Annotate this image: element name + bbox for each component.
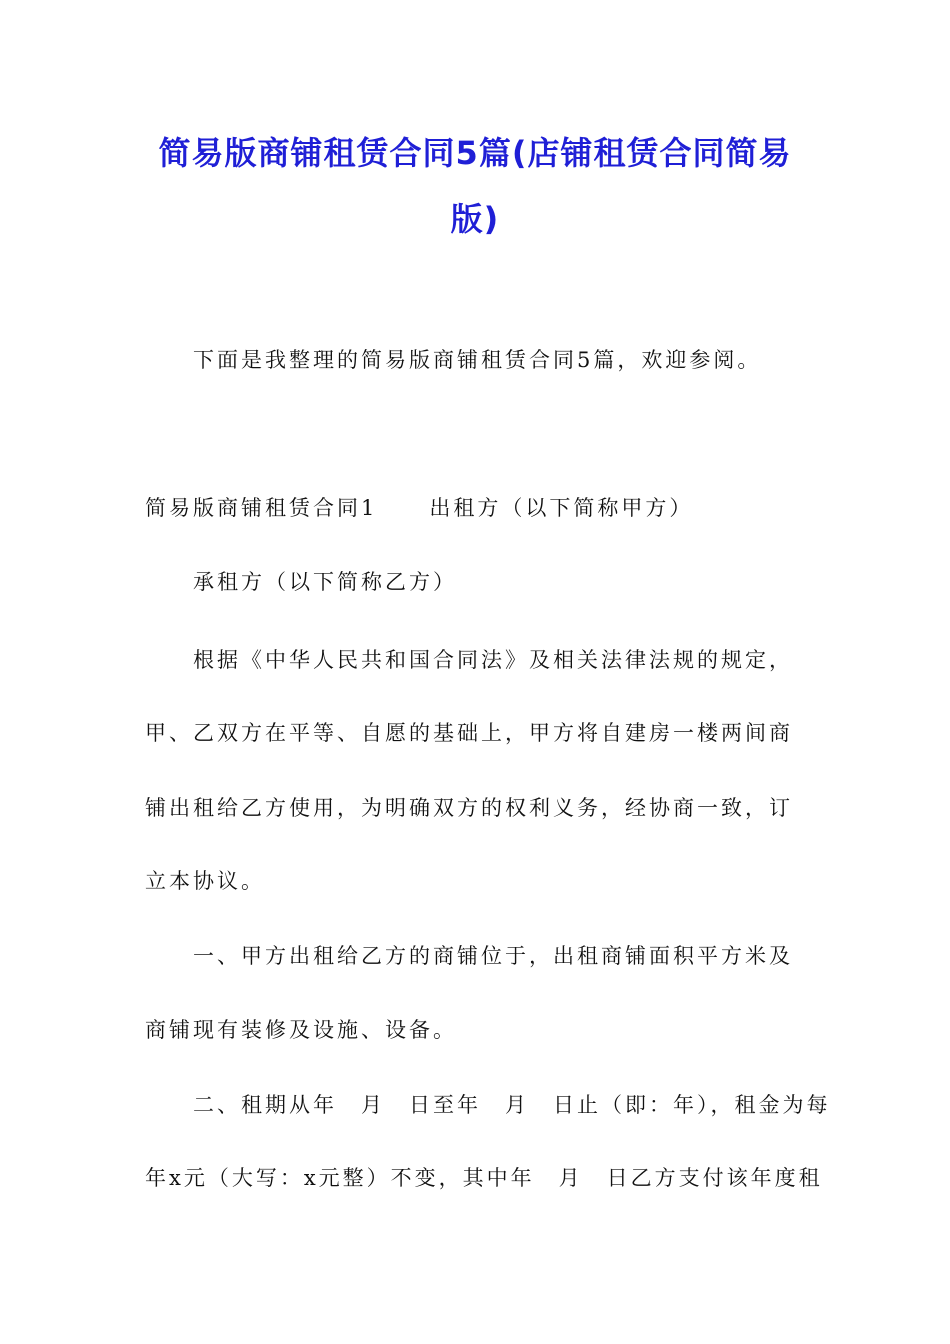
paragraph-line: 铺出租给乙方使用，为明确双方的权利义务，经协商一致，订	[145, 796, 793, 820]
paragraph-line: 年x元（大写：x元整）不变，其中年 月 日乙方支付该年度租	[145, 1166, 823, 1190]
document-title: 简易版商铺租赁合同5篇(店铺租赁合同简易版)	[158, 134, 792, 238]
paragraph-line: 一、甲方出租给乙方的商铺位于，出租商铺面积平方米及	[193, 944, 793, 968]
lessee-label: 承租方（以下简称乙方）	[193, 570, 457, 594]
section-heading: 简易版商铺租赁合同1	[145, 496, 378, 520]
paragraph-line: 商铺现有装修及设施、设备。	[145, 1018, 457, 1042]
lessor-label: 出租方（以下简称甲方）	[429, 496, 694, 520]
section-heading-line	[145, 493, 693, 523]
paragraph-line: 甲、乙双方在平等、自愿的基础上，甲方将自建房一楼两间商	[145, 721, 793, 745]
paragraph-line: 立本协议。	[145, 869, 265, 893]
paragraph-line: 二、租期从年 月 日至年 月 日止（即：年），租金为每	[193, 1093, 831, 1117]
intro-paragraph: 下面是我整理的简易版商铺租赁合同5篇，欢迎参阅。	[193, 348, 762, 372]
paragraph-line: 根据《中华人民共和国合同法》及相关法律法规的规定，	[193, 648, 793, 672]
